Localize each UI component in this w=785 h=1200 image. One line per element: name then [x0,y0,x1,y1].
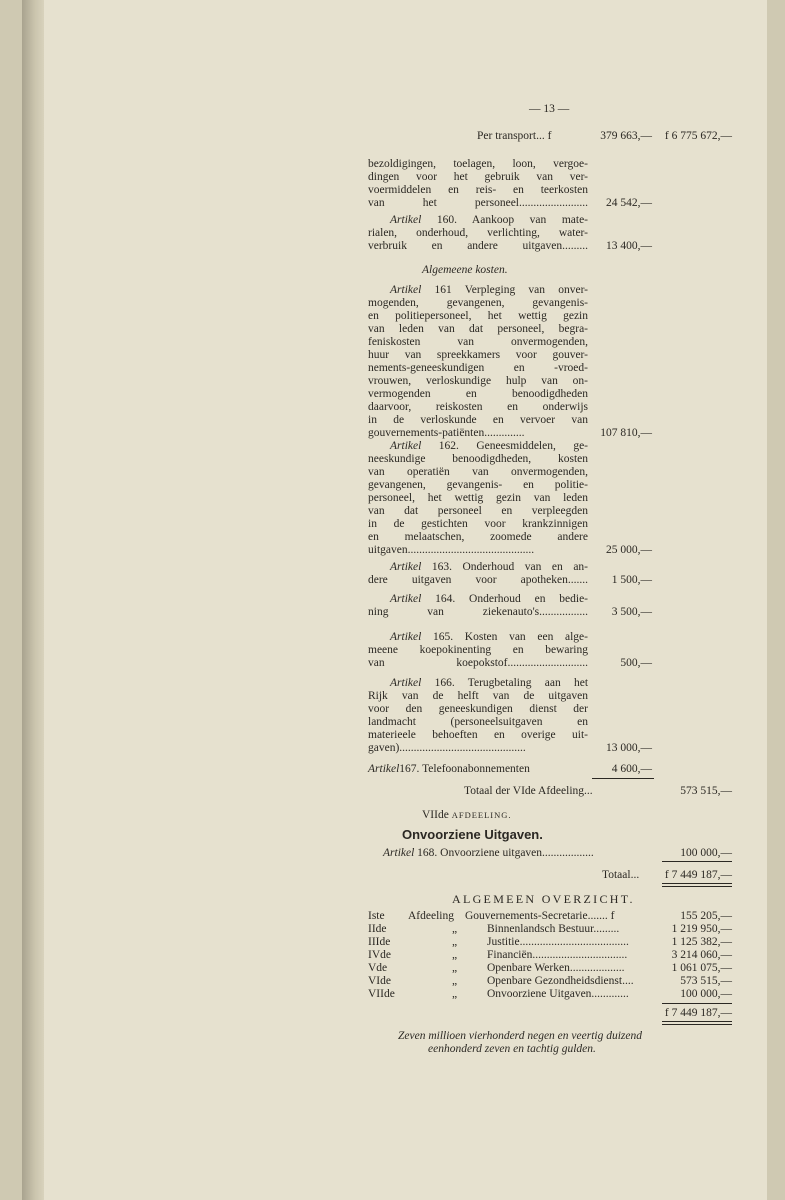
overzicht-row-amount: 3 214 060,— [671,949,732,961]
onvoorziene-uitgaven-title: Onvoorziene Uitgaven. [402,827,543,842]
artikel-164: Artikel 164. Onderhoud en bedie- ning van ziekenauto's................. [368,593,588,618]
artikel-162: Artikel 162. Geneesmiddelen, ge- neeskundige benoodigdheden, kosten van operatiën van onvermogenden, gevangenen, gevangenis- en politie- personeel, het wettig gezin van leden van dat personeel en verpleegden in de gestichten voor krankzinnigen en melaatschen, zoomede andere uitgaven............................................ [368,440,589,556]
overzicht-row-ord: IIIde [368,936,391,948]
overzicht-row-amount: 1 219 950,— [671,923,732,935]
closing-line-1: Zeven millioen vierhonderd negen en veertig duizend [398,1030,642,1042]
closing-line-2: eenhonderd zeven en tachtig gulden. [428,1043,596,1055]
artikel-167: Artikel167. Telefoonabonnementen [368,763,530,775]
overzicht-row-name: Financiën................................. [487,949,628,961]
artikel-167-amount: 4 600,— [611,763,652,775]
artikel-160-amount: 13 400,— [606,240,652,252]
totaal-label: Totaal... [602,869,640,881]
artikel-162-amount: 25 000,— [606,544,652,556]
viide-heading: VIIde AFDEELING. [422,809,512,821]
overzicht-double-rule-2 [662,1024,732,1025]
overzicht-row: Iste [368,910,385,922]
ditto-mark: „ [452,975,458,987]
overzicht-row-amount: 1 061 075,— [671,962,732,974]
overzicht-row-ord: VIIde [368,988,395,1000]
ditto-mark: „ [452,962,458,974]
overzicht-row-ord: VIde [368,975,391,987]
artikel-163-amount: 1 500,— [611,574,652,586]
artikel-166-amount: 13 000,— [606,742,652,754]
overzicht-afdeeling: Afdeeling [408,910,454,922]
overzicht-rule [662,1003,732,1004]
overzicht-row-name: Onvoorziene Uitgaven............. [487,988,629,1000]
overzicht-row-name: Openbare Gezondheidsdienst.... [487,975,634,987]
overzicht-row-amount: 573 515,— [680,975,732,987]
document-page [22,0,767,1200]
artikel-165: Artikel 165. Kosten van een alge- meene koepokinenting en bewaring van koepokstof............................ [368,631,588,669]
overzicht-double-rule-1 [662,1021,732,1022]
ditto-mark: „ [452,936,458,948]
subtotal-rule [592,778,654,779]
artikel-168: Artikel 168. Onvoorziene uitgaven.................. [383,847,594,859]
page-number: — 13 — [529,103,570,115]
total-rule [662,861,732,862]
transport-total: f 6 775 672,— [664,130,732,142]
total-double-rule-2 [662,886,732,887]
totaal-amount: f 7 449 187,— [664,869,732,881]
overzicht-row-amount: 1 125 382,— [671,936,732,948]
ditto-mark: „ [452,988,458,1000]
totaal-vide-label: Totaal der VIde Afdeeling... [464,785,593,797]
artikel-166: Artikel 166. Terugbetaling aan het Rijk van de helft van de uitgaven voor den geneeskundigen dienst der landmacht (personeelsuitgaven en materieele behoeften en overige uit- gaven)............................................ [368,677,589,754]
artikel-164-amount: 3 500,— [611,606,652,618]
overzicht-row-ord: IVde [368,949,391,961]
overzicht-row-ord: IIde [368,923,387,935]
overzicht-total: f 7 449 187,— [664,1007,732,1019]
overzicht-row-name: Binnenlandsch Bestuur......... [487,923,620,935]
overzicht-row-name: Justitie...................................... [487,936,629,948]
transport-label: Per transport... f [477,130,552,142]
artikel-161: Artikel 161 Verpleging van onver- mogenden, gevangenen, gevangenis- en politiepersoneel, het wettig gezin van leden van dat personeel, begra- feniskosten van onvermogenden, huur van spreekkamers voor gouver- nements-geneeskundigen en -vroed- vrouwen, verloskundige hulp van on- vermogenden en benoodigdheden daarvoor, reiskosten en onderwijs in de verloskunde en vervoer van gouvernements-patiënten.............. [368,284,588,439]
overzicht-row-amount: 155 205,— [680,910,732,922]
bezold-amount: 24 542,— [606,197,652,209]
overzicht-row-name: Openbare Werken................... [487,962,625,974]
algemeene-kosten-heading: Algemeene kosten. [422,264,508,276]
page-spine [22,0,44,1200]
overzicht-row-ord: Vde [368,962,388,974]
overzicht-row-amount: 100 000,— [680,988,732,1000]
overzicht-row-name: Gouvernements-Secretarie....... f [465,910,615,922]
artikel-160: Artikel 160. Aankoop van mate- rialen, onderhoud, verlichting, water- verbruik en andere uitgaven......... [368,214,589,252]
transport-amount: 379 663,— [600,130,652,142]
bezold-text: bezoldigingen, toelagen, loon, vergoe- dingen voor het gebruik van ver- voermiddelen en reis- en teerkosten van het personeel........................ [368,158,588,209]
overzicht-title: ALGEMEEN OVERZICHT. [452,892,635,906]
artikel-161-amount: 107 810,— [600,427,652,439]
ditto-mark: „ [452,923,458,935]
total-double-rule-1 [662,883,732,884]
ditto-mark: „ [452,949,458,961]
totaal-vide-amount: 573 515,— [680,785,732,797]
artikel-168-amount: 100 000,— [680,847,732,859]
artikel-165-amount: 500,— [620,657,652,669]
artikel-163: Artikel 163. Onderhoud van en an- dere uitgaven voor apotheken....... [368,561,588,586]
